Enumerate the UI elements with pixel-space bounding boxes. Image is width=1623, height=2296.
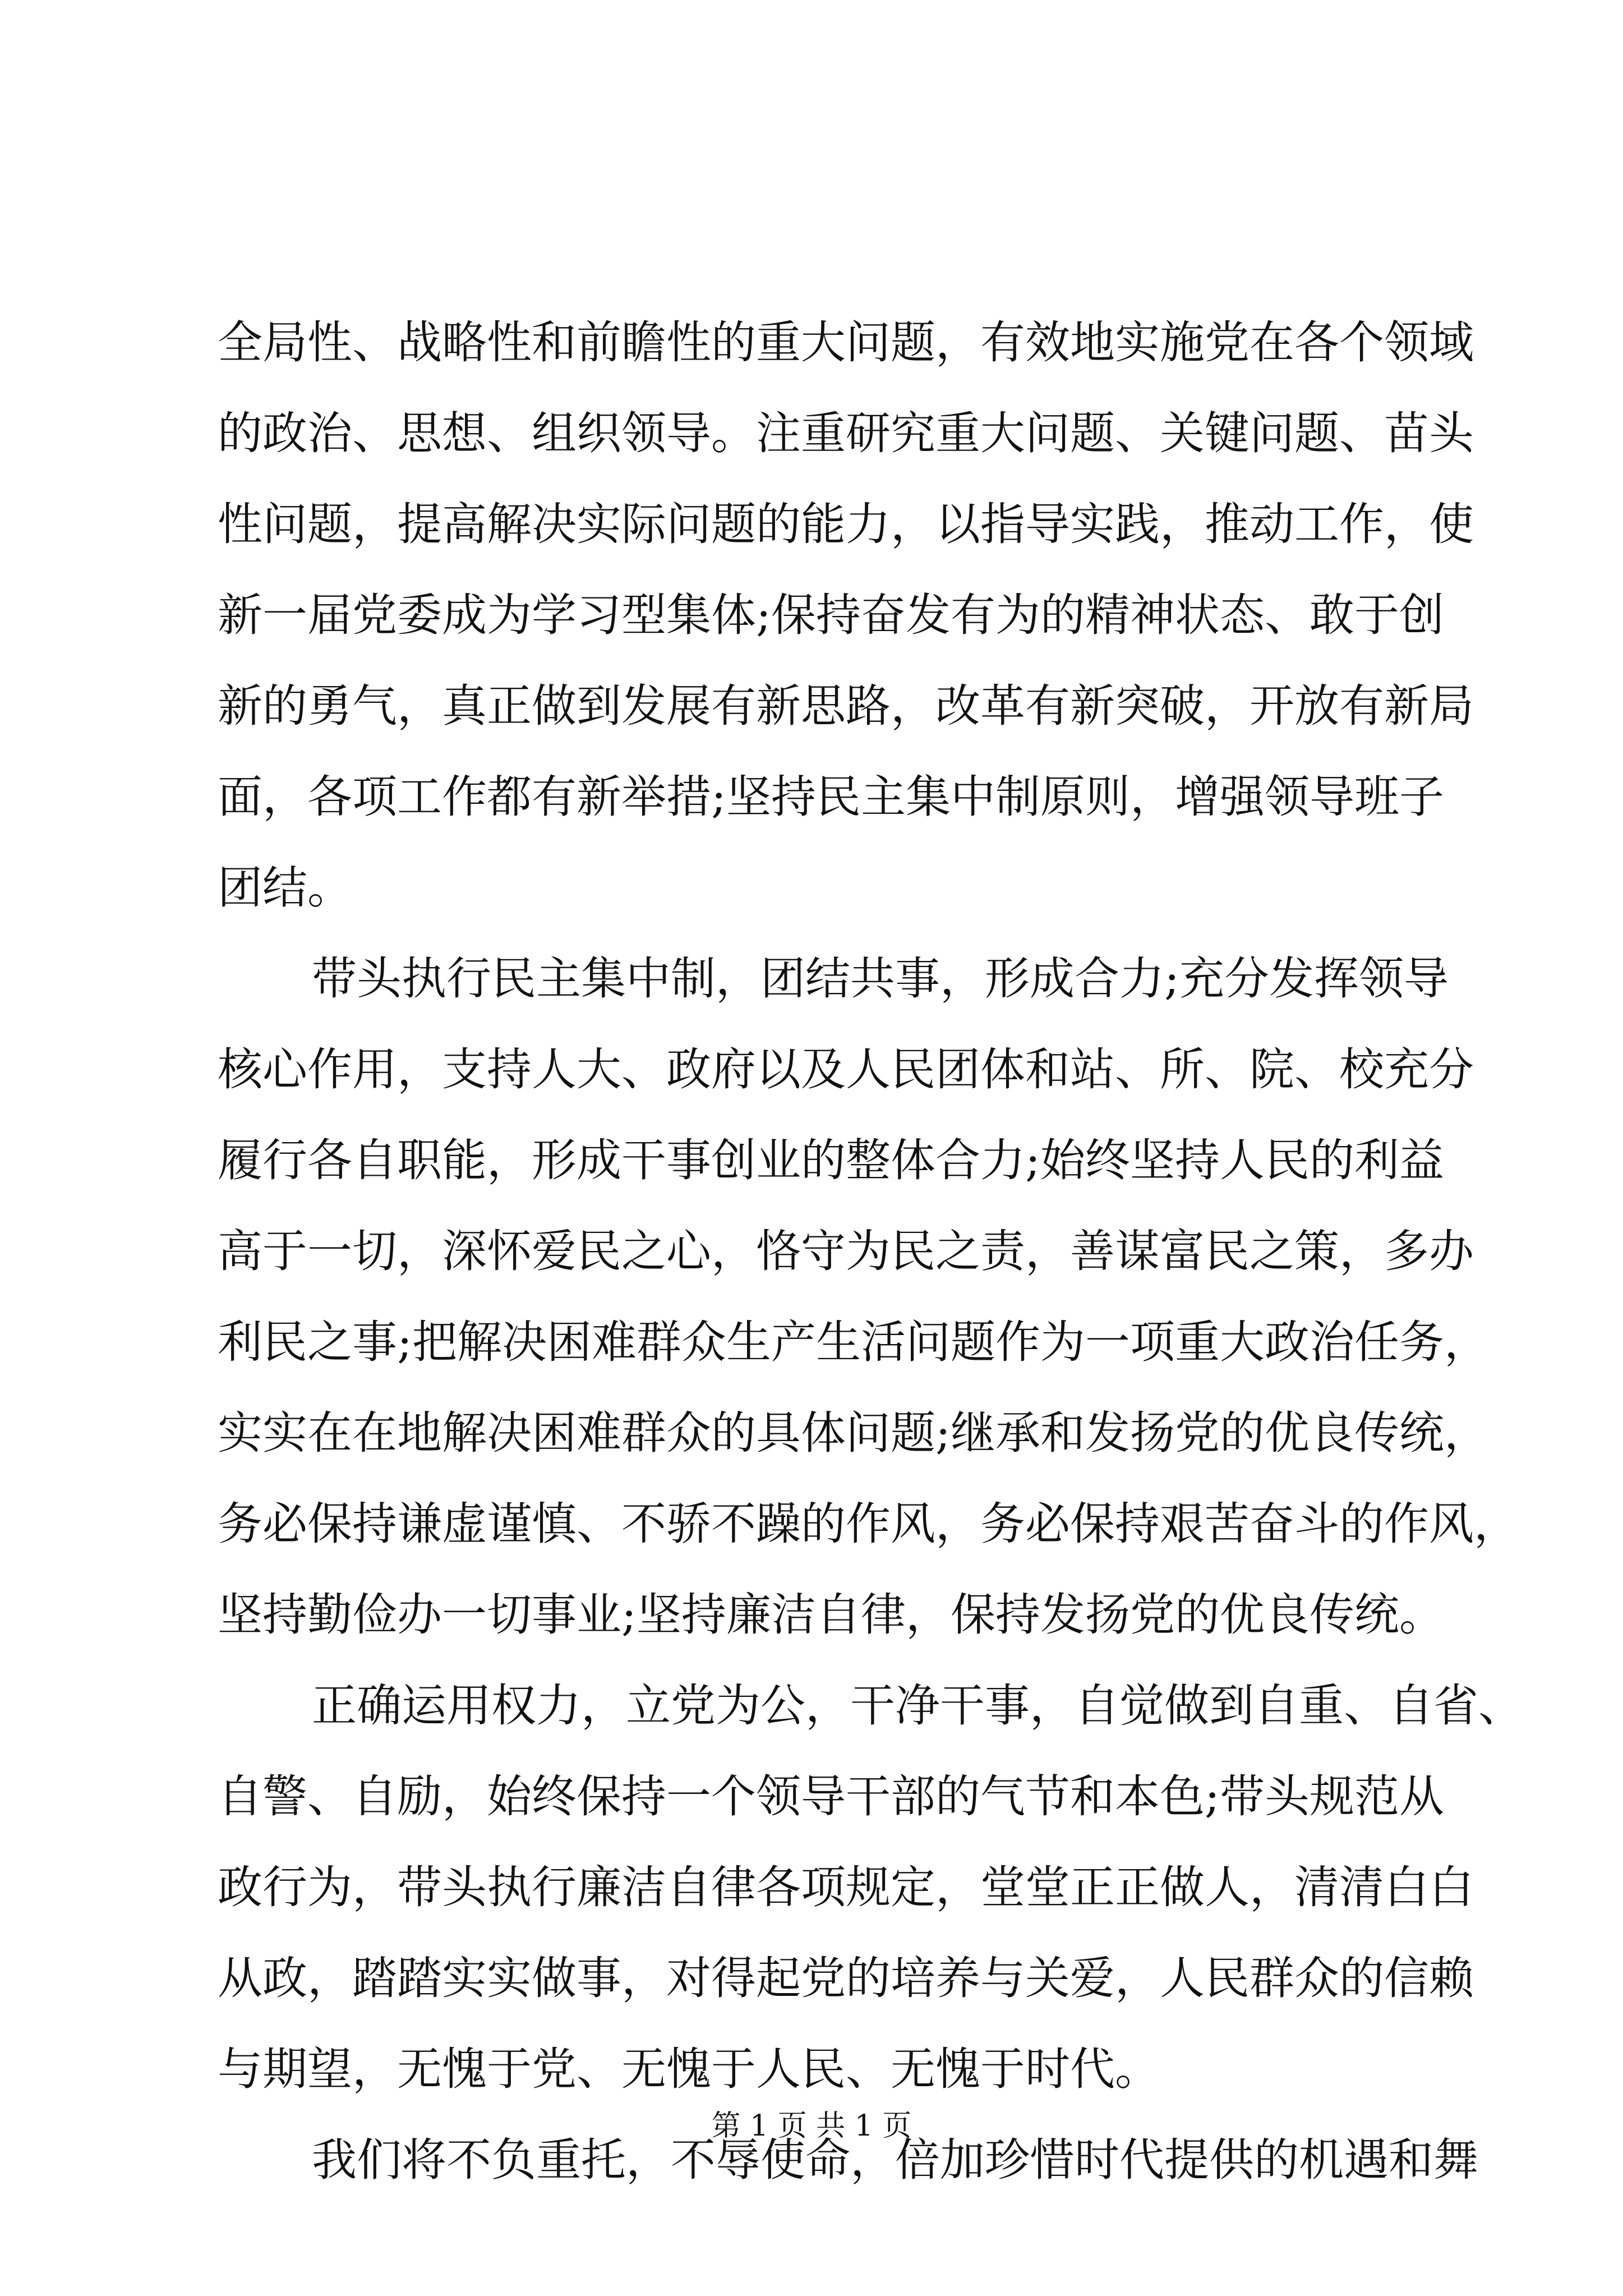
text-line: 新一届党委成为学习型集体;保持奋发有为的精神状态、敢于创 bbox=[218, 589, 1444, 641]
text-line: 我们将不负重托，不辱使命，倍加珍惜时代提供的机遇和舞 bbox=[312, 2134, 1478, 2186]
text-line: 的政治、思想、组织领导。注重研究重大问题、关键问题、苗头 bbox=[218, 407, 1474, 459]
text-line: 实实在在地解决困难群众的具体问题;继承和发扬党的优良传统， bbox=[218, 1407, 1489, 1459]
text-line: 面，各项工作都有新举措;坚持民主集中制原则，增强领导班子 bbox=[218, 771, 1444, 823]
text-line: 高于一切，深怀爱民之心，恪守为民之责，善谋富民之策，多办 bbox=[218, 1225, 1474, 1277]
text-line: 核心作用，支持人大、政府以及人民团体和站、所、院、校充分 bbox=[218, 1043, 1474, 1096]
text-line: 政行为，带头执行廉洁自律各项规定，堂堂正正做人，清清白白 bbox=[218, 1861, 1474, 1913]
text-line: 与期望，无愧于党、无愧于人民、无愧于时代。 bbox=[218, 2043, 1160, 2095]
text-line: 自警、自励，始终保持一个领导干部的气节和本色;带头规范从 bbox=[218, 1770, 1444, 1823]
text-line: 利民之事;把解决困难群众生产生活问题作为一项重大政治任务， bbox=[218, 1316, 1489, 1368]
text-line: 团结。 bbox=[218, 862, 352, 914]
text-line: 坚持勤俭办一切事业;坚持廉洁自律，保持发扬党的优良传统。 bbox=[218, 1589, 1444, 1641]
text-line: 新的勇气，真正做到发展有新思路，改革有新突破，开放有新局 bbox=[218, 680, 1474, 732]
text-line: 正确运用权力，立党为公，干净干事，自觉做到自重、自省、 bbox=[312, 1680, 1523, 1732]
text-line: 履行各自职能，形成干事创业的整体合力;始终坚持人民的利益 bbox=[218, 1134, 1444, 1186]
text-line: 全局性、战略性和前瞻性的重大问题，有效地实施党在各个领域 bbox=[218, 316, 1474, 369]
page-footer: 第 1 页 共 1 页 bbox=[711, 2109, 912, 2143]
text-line: 务必保持谦虚谨慎、不骄不躁的作风，务必保持艰苦奋斗的作风， bbox=[218, 1498, 1519, 1550]
text-line: 性问题，提高解决实际问题的能力，以指导实践，推动工作，使 bbox=[218, 498, 1474, 550]
text-line: 从政，踏踏实实做事，对得起党的培养与关爱，人民群众的信赖 bbox=[218, 1952, 1474, 2004]
text-line: 带头执行民主集中制，团结共事，形成合力;充分发挥领导 bbox=[312, 953, 1449, 1005]
document-body bbox=[218, 297, 1523, 2206]
